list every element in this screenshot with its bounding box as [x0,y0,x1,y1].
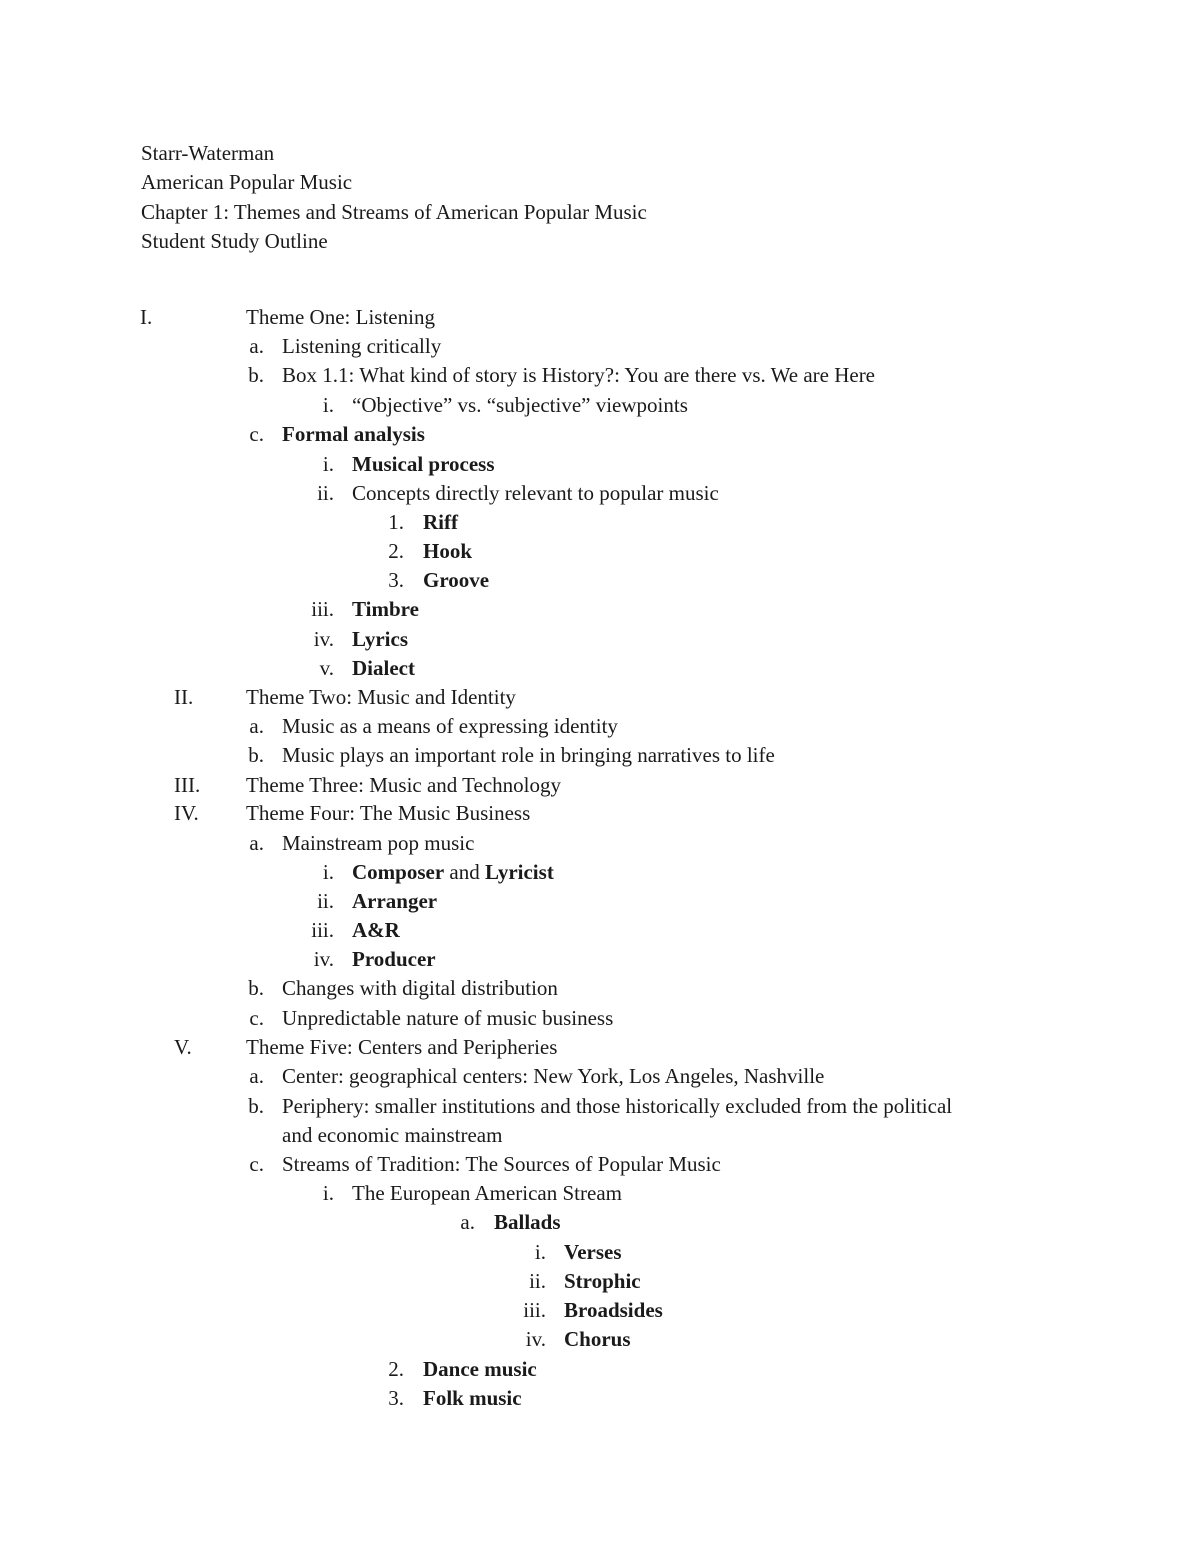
outline-marker: a. [460,1210,475,1234]
outline-text: Music as a means of expressing identity [282,714,618,738]
outline-text: Theme Two: Music and Identity [246,685,516,709]
outline-text: A&R [352,918,400,942]
outline-marker: II. [174,685,194,709]
outline-marker: III. [174,773,201,797]
outline-text: Periphery: smaller institutions and those historically excluded from the political [282,1094,953,1118]
outline-marker: i. [322,452,334,476]
outline-marker: i. [322,860,334,884]
outline-marker: a. [249,714,264,738]
outline-text: Chorus [564,1327,631,1351]
outline-text: Folk music [423,1386,522,1410]
outline-text: Concepts directly relevant to popular music [352,481,719,505]
outline-subtitle-line: Student Study Outline [141,229,328,254]
outline-marker: V. [174,1035,192,1059]
outline-marker: iv. [313,627,334,651]
outline-marker: iv. [313,947,334,971]
document-header [141,139,647,257]
outline-text: Hook [423,539,473,563]
outline-text: Streams of Tradition: The Sources of Popular Music [282,1152,721,1176]
outline-marker: 2. [388,1357,404,1381]
outline-marker: 2. [388,539,404,563]
outline-marker: b. [248,976,264,1000]
outline-text: Lyrics [352,627,408,651]
outline-marker: c. [249,1006,264,1030]
outline-marker: ii. [317,889,334,913]
outline-marker: b. [248,363,264,387]
outline-marker: b. [248,743,264,767]
outline-text: Formal analysis [282,422,425,446]
outline-marker: i. [322,1181,334,1205]
outline-marker: 3. [388,1386,404,1410]
outline-marker: iii. [311,918,334,942]
outline-text-continuation: and economic mainstream [282,1123,503,1147]
outline-text: Theme Five: Centers and Peripheries [246,1035,558,1059]
outline-marker: iii. [523,1298,546,1322]
composer-term: Composer [352,860,445,884]
outline-text: Verses [564,1240,622,1264]
outline-marker: ii. [317,481,334,505]
outline-marker: ii. [529,1269,546,1293]
outline-text: Riff [423,510,458,534]
book-title-line: American Popular Music [141,170,353,195]
outline-marker: a. [249,831,264,855]
outline-marker: c. [249,1152,264,1176]
outline-text: Musical process [352,452,495,476]
outline-marker: IV. [174,801,199,825]
outline-text: Dialect [352,656,415,680]
author-line: Starr-Waterman [141,141,275,165]
outline-text: Theme Three: Music and Technology [246,773,561,797]
conjunction-text: and [444,860,485,884]
outline-text: Groove [423,568,490,592]
outline-marker: c. [249,422,264,446]
outline-text: Timbre [352,597,419,621]
outline-text: Box 1.1: What kind of story is History?: You are there vs. We are Here [282,363,876,387]
outline-text [352,858,554,887]
outline-text: “Objective” vs. “subjective” viewpoints [352,393,688,417]
outline-text: Changes with digital distribution [282,976,558,1000]
outline-marker: a. [249,334,264,358]
outline-marker: I. [140,305,153,329]
outline-text: Listening critically [282,334,442,358]
outline-text: Producer [352,947,436,971]
outline-text: Music plays an important role in bringing narratives to life [282,743,775,767]
outline-text: Unpredictable nature of music business [282,1006,614,1030]
outline-marker: 1. [388,510,404,534]
outline-marker: i. [534,1240,546,1264]
outline-marker: v. [319,656,334,680]
outline-text: Arranger [352,889,438,913]
outline-marker: iv. [525,1327,546,1351]
outline-marker: 3. [388,568,404,592]
outline-text: Ballads [494,1210,561,1234]
outline-text: The European American Stream [352,1181,622,1205]
outline-marker: a. [249,1064,264,1088]
outline-text: Dance music [423,1357,537,1381]
outline-text: Strophic [564,1269,641,1293]
outline-marker: iii. [311,597,334,621]
outline-text: Theme One: Listening [246,305,435,329]
outline-text: Broadsides [564,1298,663,1322]
outline-marker: b. [248,1094,264,1118]
outline-marker: i. [322,393,334,417]
outline-text: Mainstream pop music [282,831,475,855]
lyricist-term: Lyricist [484,860,554,884]
outline-text: Theme Four: The Music Business [246,801,531,825]
chapter-title-line: Chapter 1: Themes and Streams of American Popular Music [141,199,647,224]
outline-text: Center: geographical centers: New York, Los Angeles, Nashville [282,1064,825,1088]
